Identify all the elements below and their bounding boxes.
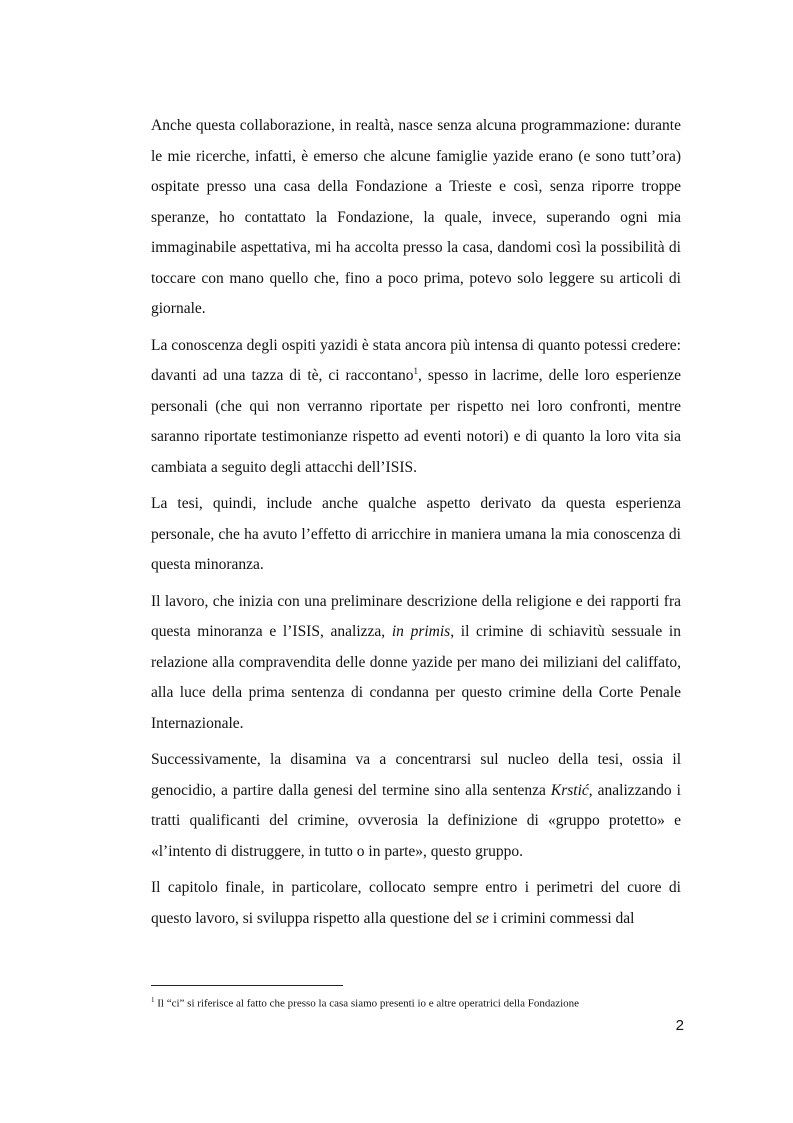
footnote-separator <box>151 985 343 986</box>
footnote-reference[interactable]: 1 <box>413 365 418 376</box>
paragraph-text: , analizzando i tratti qualificanti del crimine, ovverosia la definizione di «gruppo protetto» e «l’intento di distruggere, in tutto o in parte», questo gruppo. <box>151 781 681 860</box>
paragraph-text: Anche questa collaborazione, in realtà, nasce senza alcuna programmazione: durante le mie ricerche, infatti, è emerso che alcune famiglie yazide erano (e sono tutt’ora) ospitate presso una casa della Fondazione a Trieste e così, senza riporre troppe speranze, ho contattato la Fondazione, la quale, invece, superando ogni mia immaginabile aspettativa, mi ha accolta presso la casa, dandomi così la possibilità di toccare con mano quello che, fino a poco prima, potevo solo leggere su articoli di giornale. <box>151 117 681 317</box>
paragraph-text: Successivamente, la disamina va a concentrarsi sul nucleo della tesi, ossia il genocidio, a partire dalla genesi del termine sino alla sentenza <box>151 751 681 799</box>
paragraph-text: Il capitolo finale, in particolare, collocato sempre entro i perimetri del cuore di questo lavoro, si sviluppa rispetto alla questione del <box>151 879 681 927</box>
paragraph-collaborazione <box>151 111 681 325</box>
footnote-marker: 1 <box>151 996 155 1004</box>
paragraph-tesi <box>151 489 681 581</box>
paragraph-lavoro <box>151 587 681 740</box>
paragraph-text: La conoscenza degli ospiti yazidi è stata ancora più intensa di quanto potessi credere: davanti ad una tazza di tè, ci raccontano <box>151 336 681 384</box>
paragraph-text: i crimini commessi dal <box>488 909 635 927</box>
italic-term: in primis <box>391 623 451 640</box>
paragraph-text: , il crimine di schiavitù sessuale in relazione alla compravendita delle donne yazide per mano dei miliziani del califfato, alla luce della prima sentenza di condanna per questo crimine della Corte Penale Internazionale. <box>151 623 681 732</box>
italic-term: Krstić <box>550 781 589 799</box>
footnote <box>151 993 691 1011</box>
footnote-text: Il “ci” si riferisce al fatto che presso la casa siamo presenti io e altre operatrici della Fondazione <box>154 997 580 1010</box>
paragraph-text: La tesi, quindi, include anche qualche aspetto derivato da questa esperienza personale, che ha avuto l’effetto di arricchire in maniera umana la mia conoscenza di questa minoranza. <box>151 495 681 573</box>
paragraph-text: Il lavoro, che inizia con una preliminare descrizione della religione e dei rapporti fra questa minoranza e l’ISIS, analizza, <box>151 592 681 640</box>
paragraph-conoscenza <box>151 331 681 484</box>
body-text <box>151 111 681 940</box>
paragraph-capitolo-finale <box>151 873 681 934</box>
italic-term: se <box>476 909 489 927</box>
paragraph-disamina <box>151 745 681 867</box>
page-number: 2 <box>675 1017 684 1034</box>
paragraph-text: , spesso in lacrime, delle loro esperienze personali (che qui non verranno riportate per rispetto nei loro confronti, mentre saranno riportate testimonianze rispetto ad eventi notori) e di quanto la loro vita sia cambiata a seguito degli attacchi dell’ISIS. <box>151 367 681 476</box>
